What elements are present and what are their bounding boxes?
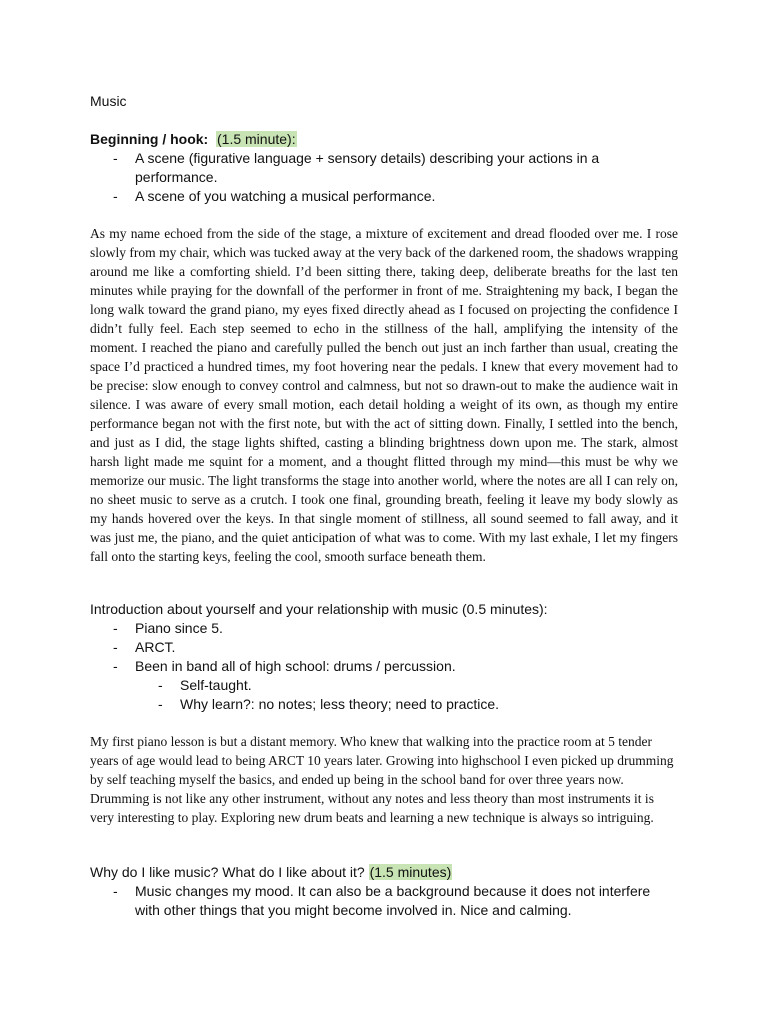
piano-history-paragraph: My first piano lesson is but a distant memory. Who knew that walking into the practice room at 5 tender years of age would lead to being ARCT 10 years later. Growing into highschool I even picked up drumming by self teaching myself the basics, and ended up being in the school band for over three years now. Drumming is not like any other instrument, without any notes and less theory than most instruments it is very interesting to play. Exploring new drum beats and learning a new technique is always so intriguing. bbox=[90, 734, 674, 825]
why-heading bbox=[90, 863, 678, 882]
why-time-highlight: (1.5 minutes) bbox=[369, 864, 452, 880]
list-item: - Been in band all of high school: drums / percussion. bbox=[90, 657, 678, 676]
list-item: - ARCT. bbox=[90, 638, 678, 657]
why-heading-label: Why do I like music? What do I like about it? bbox=[90, 864, 365, 880]
list-item: - Music changes my mood. It can also be a background because it does not interfere with other things that you might become involved in. Nice and calming. bbox=[90, 882, 678, 920]
intro-items bbox=[90, 619, 678, 676]
intro-list bbox=[90, 619, 678, 714]
list-subitem: - Self-taught. bbox=[90, 676, 678, 695]
list-item: - A scene of you watching a musical performance. bbox=[90, 187, 678, 206]
list-subitem: - Why learn?: no notes; less theory; need to practice. bbox=[90, 695, 678, 714]
document-title: Music bbox=[90, 93, 127, 109]
why-list bbox=[90, 882, 678, 920]
performance-paragraph: As my name echoed from the side of the stage, a mixture of excitement and dread flooded over me. I rose slowly from my chair, which was tucked away at the very back of the darkened room, the shadows wrapping around me like a comforting shield. I’d been sitting there, taking deep, deliberate breaths for the last ten minutes while praying for the downfall of the performer in front of me. Straightening my back, I began the long walk toward the grand piano, my eyes fixed directly ahead as I focused on projecting the confidence I didn’t fully feel. Each step seemed to echo in the stillness of the hall, amplifying the intensity of the moment. I reached the piano and carefully pulled the bench out just an inch farther than usual, creating the space I’d practiced a hundred times, my foot hovering near the pedals. I knew that every movement had to be precise: slow enough to convey control and calmness, but not so drawn-out to make the audience wait in silence. I was aware of every small motion, each detail holding a weight of its own, as though my entire performance began not with the first note, but with the act of sitting down. Finally, I settled into the bench, and just as I did, the stage lights shifted, casting a blinding brightness down upon me. The stark, almost harsh light made me squint for a moment, and a thought flitted through my mind—this must be why we memorize our music. The light transforms the stage into another world, where the notes are all I can rely on, no sheet music to serve as a crutch. I took one final, grounding breath, feeling it leave my body slowly as my hands hovered over the keys. In that single moment of stillness, all sound seemed to fall away, and it was just me, the piano, and the quiet anticipation of what was to come. With my last exhale, I let my fingers fall onto the starting keys, feeling the cool, smooth surface beneath them. bbox=[90, 226, 678, 564]
intro-heading: Introduction about yourself and your relationship with music (0.5 minutes): bbox=[90, 601, 548, 617]
list-item: - A scene (figurative language + sensory details) describing your actions in a performance. bbox=[90, 149, 678, 187]
list-item: - Piano since 5. bbox=[90, 619, 678, 638]
hook-time-highlight: (1.5 minute): bbox=[217, 131, 296, 147]
intro-subitems bbox=[90, 676, 678, 714]
hook-list bbox=[90, 149, 678, 206]
hook-heading-label: Beginning / hook: bbox=[90, 131, 209, 147]
hook-heading bbox=[90, 130, 678, 149]
